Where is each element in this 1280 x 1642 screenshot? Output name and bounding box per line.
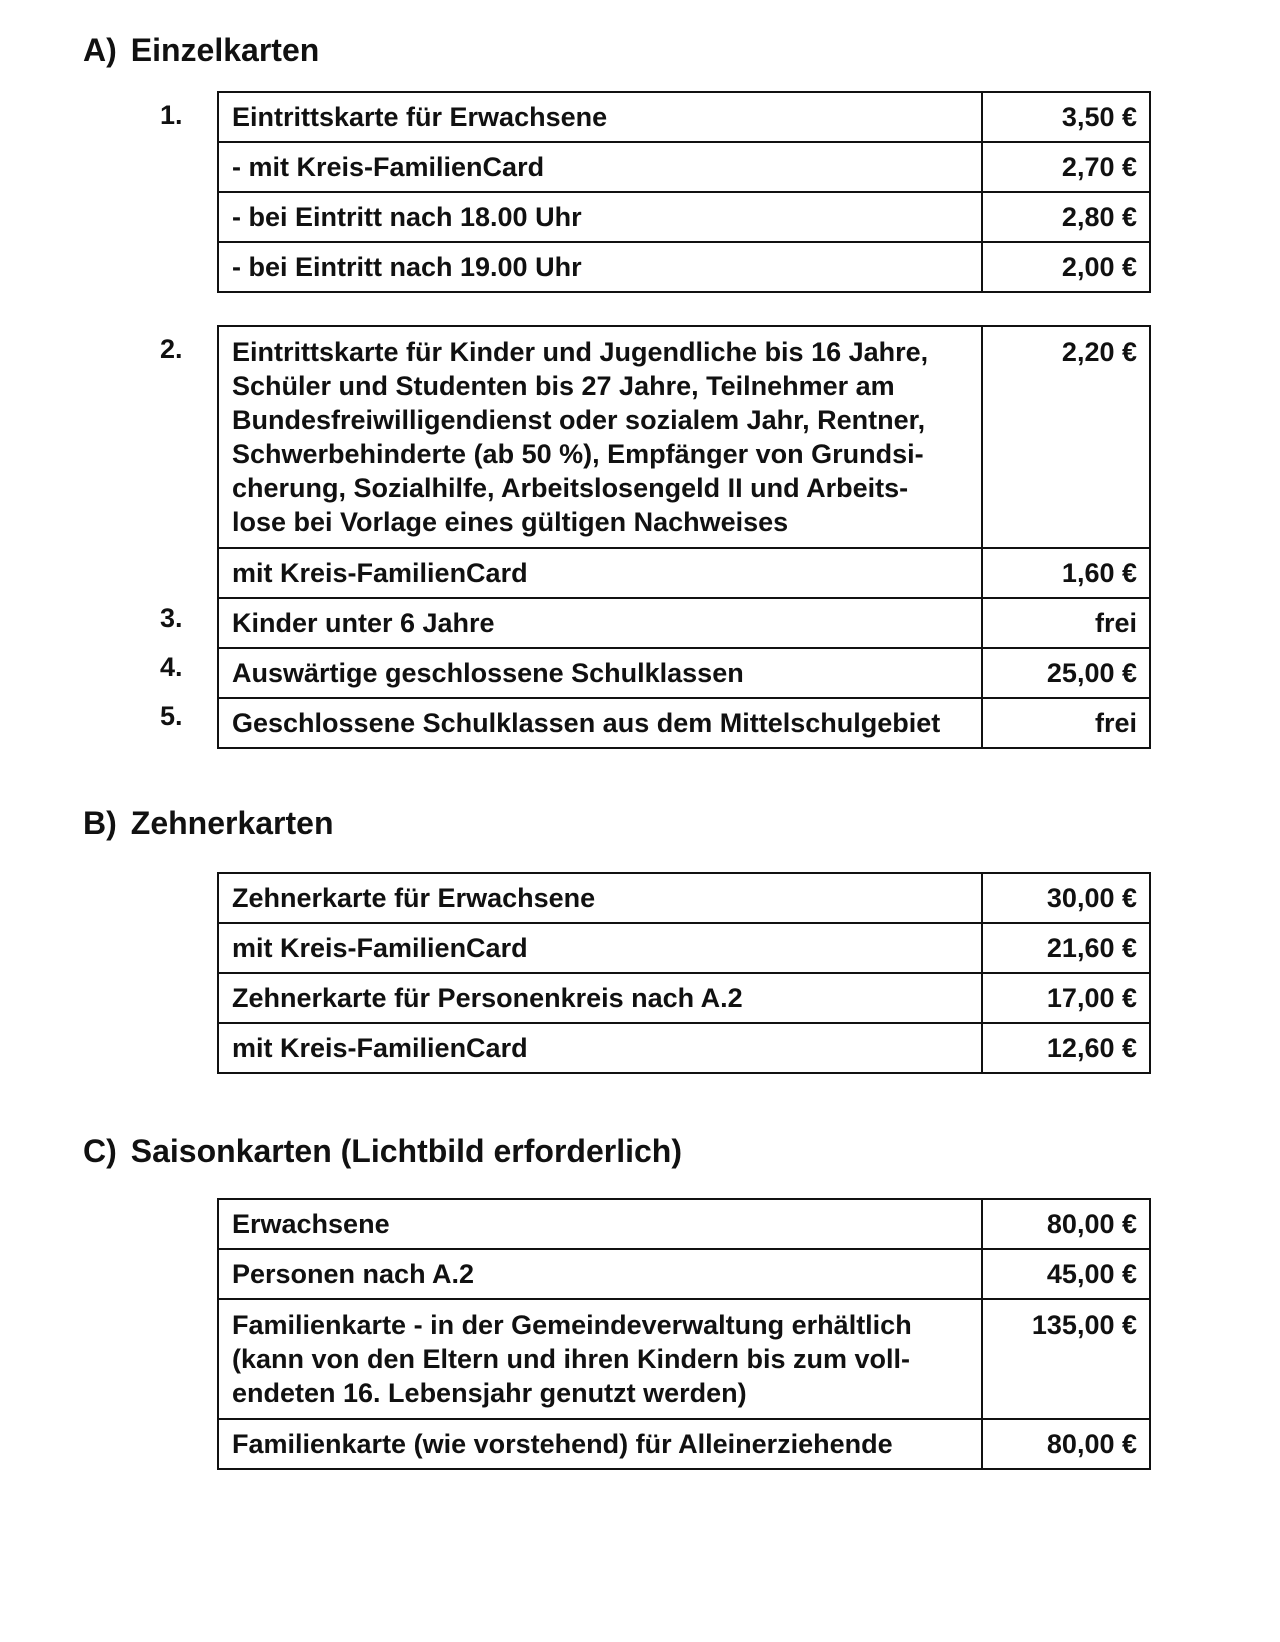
row-price: 12,60 € — [982, 1023, 1150, 1073]
item-number-1: 1. — [160, 100, 183, 130]
row-price: 2,00 € — [982, 242, 1150, 292]
description-line: Schüler und Studenten bis 27 Jahre, Teilnehmer am — [232, 371, 895, 401]
row-price: 3,50 € — [982, 92, 1150, 142]
table-row — [218, 1199, 1150, 1249]
section-a-letter: A) — [83, 32, 117, 68]
row-price: 25,00 € — [982, 648, 1150, 698]
table-row — [218, 192, 1150, 242]
item-number-3: 3. — [160, 603, 183, 633]
table-row — [218, 142, 1150, 192]
row-price: 80,00 € — [982, 1419, 1150, 1469]
row-price: 1,60 € — [982, 548, 1150, 598]
table-row — [218, 698, 1150, 748]
table-row — [218, 1299, 1150, 1419]
table-row — [218, 923, 1150, 973]
row-price: frei — [982, 598, 1150, 648]
row-description — [218, 326, 982, 548]
row-description: Erwachsene — [218, 1199, 982, 1249]
row-description: mit Kreis-FamilienCard — [218, 1023, 982, 1073]
row-price: 2,80 € — [982, 192, 1150, 242]
row-price: 80,00 € — [982, 1199, 1150, 1249]
section-a-title: Einzelkarten — [130, 32, 320, 68]
row-description — [218, 1299, 982, 1419]
section-b-title: Zehnerkarten — [130, 805, 334, 841]
table-row — [218, 873, 1150, 923]
row-price: 30,00 € — [982, 873, 1150, 923]
row-description: Geschlossene Schulklassen aus dem Mittelschulgebiet — [218, 698, 982, 748]
section-c-letter: C) — [83, 1133, 117, 1169]
row-price: 17,00 € — [982, 973, 1150, 1023]
item-number-5: 5. — [160, 701, 183, 731]
table-row — [218, 1419, 1150, 1469]
item-number-4: 4. — [160, 652, 183, 682]
section-b-letter: B) — [83, 805, 117, 841]
row-description: Zehnerkarte für Personenkreis nach A.2 — [218, 973, 982, 1023]
section-c-title: Saisonkarten (Lichtbild erforderlich) — [130, 1133, 682, 1169]
table-row — [218, 242, 1150, 292]
description-line: cherung, Sozialhilfe, Arbeitslosengeld II und Arbeits- — [232, 473, 909, 503]
description-line: Eintrittskarte für Kinder und Jugendliche bis 16 Jahre, — [232, 337, 929, 367]
row-price: 2,70 € — [982, 142, 1150, 192]
table-row — [218, 548, 1150, 598]
section-b-heading — [83, 805, 334, 842]
zehnerkarten-table — [217, 872, 1151, 1074]
row-description: Familienkarte (wie vorstehend) für Alleinerziehende — [218, 1419, 982, 1469]
table-row — [218, 973, 1150, 1023]
row-description: mit Kreis-FamilienCard — [218, 923, 982, 973]
einzelkarten-table-2 — [217, 325, 1151, 749]
row-price: 21,60 € — [982, 923, 1150, 973]
row-description: Personen nach A.2 — [218, 1249, 982, 1299]
description-line: lose bei Vorlage eines gültigen Nachweises — [232, 507, 789, 537]
row-description: Zehnerkarte für Erwachsene — [218, 873, 982, 923]
row-price: 135,00 € — [982, 1299, 1150, 1419]
section-a-heading — [83, 32, 319, 69]
row-description: - bei Eintritt nach 19.00 Uhr — [218, 242, 982, 292]
row-description: Auswärtige geschlossene Schulklassen — [218, 648, 982, 698]
table-row — [218, 326, 1150, 548]
table-row — [218, 1023, 1150, 1073]
table-row — [218, 1249, 1150, 1299]
row-description: - mit Kreis-FamilienCard — [218, 142, 982, 192]
row-price: frei — [982, 698, 1150, 748]
table-row — [218, 92, 1150, 142]
row-description: Kinder unter 6 Jahre — [218, 598, 982, 648]
row-price: 45,00 € — [982, 1249, 1150, 1299]
description-line: endeten 16. Lebensjahr genutzt werden) — [232, 1378, 747, 1408]
row-description: mit Kreis-FamilienCard — [218, 548, 982, 598]
einzelkarten-table-1 — [217, 91, 1151, 293]
row-price: 2,20 € — [982, 326, 1150, 548]
table-row — [218, 648, 1150, 698]
description-line: Schwerbehinderte (ab 50 %), Empfänger von Grundsi- — [232, 439, 924, 469]
description-line: (kann von den Eltern und ihren Kindern bis zum voll- — [232, 1344, 911, 1374]
section-c-heading — [83, 1133, 682, 1170]
row-description: Eintrittskarte für Erwachsene — [218, 92, 982, 142]
item-number-2: 2. — [160, 334, 183, 364]
row-description: - bei Eintritt nach 18.00 Uhr — [218, 192, 982, 242]
description-line: Familienkarte - in der Gemeindeverwaltung erhältlich — [232, 1310, 912, 1340]
saisonkarten-table — [217, 1198, 1151, 1470]
table-row — [218, 598, 1150, 648]
description-line: Bundesfreiwilligendienst oder sozialem Jahr, Rentner, — [232, 405, 926, 435]
